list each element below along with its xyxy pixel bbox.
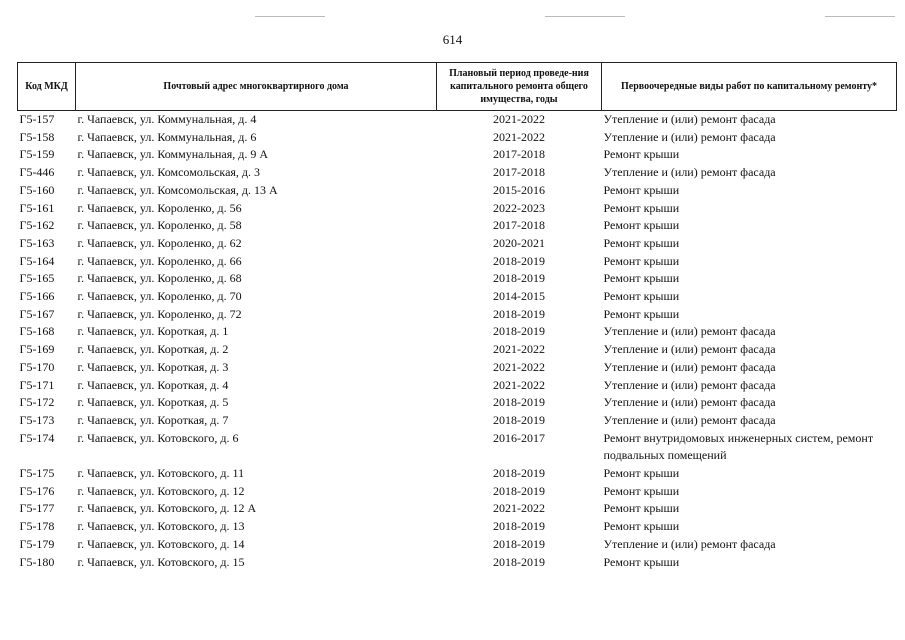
table-row [18, 217, 897, 235]
cell-works: Ремонт крыши [603, 147, 680, 162]
cell-address: г. Чапаевск, ул. Котовского, д. 13 [77, 519, 245, 534]
cell-code: Г5-160 [19, 182, 55, 197]
cell-code: Г5-167 [19, 306, 55, 321]
table-row [18, 129, 897, 147]
cell-code: Г5-179 [19, 536, 55, 551]
table-row [18, 430, 897, 465]
cell-address: г. Чапаевск, ул. Котовского, д. 12 А [77, 501, 257, 516]
cell-works: Ремонт крыши [603, 253, 680, 268]
table-row [18, 359, 897, 377]
scan-artifact [545, 16, 625, 17]
cell-address: г. Чапаевск, ул. Короленко, д. 66 [77, 253, 242, 268]
cell-address: г. Чапаевск, ул. Короленко, д. 70 [77, 289, 242, 304]
repair-schedule-table [17, 62, 897, 571]
table-row [18, 306, 897, 324]
table-row [18, 518, 897, 536]
cell-works: Утепление и (или) ремонт фасада [603, 324, 776, 339]
cell-period: 2018-2019 [493, 554, 545, 569]
cell-code: Г5-170 [19, 359, 55, 374]
cell-code: Г5-168 [19, 324, 55, 339]
table-row [18, 235, 897, 253]
cell-code: Г5-173 [19, 412, 55, 427]
table-row [18, 341, 897, 359]
cell-works: Утепление и (или) ремонт фасада [603, 129, 776, 144]
cell-address: г. Чапаевск, ул. Короленко, д. 56 [77, 200, 242, 215]
cell-period: 2017-2018 [493, 147, 545, 162]
cell-address: г. Чапаевск, ул. Котовского, д. 12 [77, 483, 245, 498]
table-row [18, 554, 897, 572]
cell-code: Г5-163 [19, 235, 55, 250]
cell-works: Ремонт крыши [603, 218, 680, 233]
cell-code: Г5-172 [19, 395, 55, 410]
header-period: Плановый период проведе-ния капитального ремонта общего имущества, годы [437, 63, 602, 111]
cell-period: 2016-2017 [493, 430, 545, 445]
table-row [18, 483, 897, 501]
cell-address: г. Чапаевск, ул. Короткая, д. 5 [77, 395, 229, 410]
header-address: Почтовый адрес многоквартирного дома [76, 63, 437, 111]
cell-period: 2018-2019 [493, 536, 545, 551]
cell-works: Утепление и (или) ремонт фасада [603, 342, 776, 357]
cell-code: Г5-158 [19, 129, 55, 144]
table-row [18, 146, 897, 164]
table-row [18, 536, 897, 554]
cell-works: Ремонт крыши [603, 182, 680, 197]
cell-works: Ремонт крыши [603, 554, 680, 569]
table-row [18, 377, 897, 395]
cell-period: 2021-2022 [493, 342, 545, 357]
cell-address: г. Чапаевск, ул. Короленко, д. 68 [77, 271, 242, 286]
cell-works: Ремонт крыши [603, 466, 680, 481]
cell-address: г. Чапаевск, ул. Короленко, д. 58 [77, 218, 242, 233]
cell-period: 2021-2022 [493, 501, 545, 516]
scan-artifact [825, 16, 895, 17]
cell-works: Утепление и (или) ремонт фасада [603, 395, 776, 410]
cell-code: Г5-161 [19, 200, 55, 215]
cell-works: Ремонт крыши [603, 519, 680, 534]
cell-code: Г5-174 [19, 430, 55, 445]
cell-period: 2021-2022 [493, 359, 545, 374]
cell-code: Г5-166 [19, 289, 55, 304]
cell-address: г. Чапаевск, ул. Котовского, д. 15 [77, 554, 245, 569]
cell-period: 2015-2016 [493, 182, 545, 197]
cell-code: Г5-446 [19, 165, 55, 180]
cell-period: 2020-2021 [493, 235, 545, 250]
table-row [18, 270, 897, 288]
table-row [18, 288, 897, 306]
cell-address: г. Чапаевск, ул. Комсомольская, д. 3 [77, 165, 261, 180]
table-row [18, 394, 897, 412]
cell-code: Г5-169 [19, 342, 55, 357]
cell-code: Г5-177 [19, 501, 55, 516]
cell-period: 2018-2019 [493, 466, 545, 481]
cell-address: г. Чапаевск, ул. Коммунальная, д. 9 А [77, 147, 269, 162]
table-row [18, 111, 897, 129]
cell-address: г. Чапаевск, ул. Короткая, д. 7 [77, 412, 229, 427]
scan-artifact [255, 16, 325, 17]
cell-address: г. Чапаевск, ул. Короткая, д. 3 [77, 359, 229, 374]
cell-works: Ремонт крыши [603, 271, 680, 286]
cell-code: Г5-165 [19, 271, 55, 286]
cell-code: Г5-157 [19, 112, 55, 126]
cell-period: 2021-2022 [493, 377, 545, 392]
cell-code: Г5-175 [19, 466, 55, 481]
cell-code: Г5-162 [19, 218, 55, 233]
cell-address: г. Чапаевск, ул. Котовского, д. 14 [77, 536, 245, 551]
page-number: 614 [442, 32, 463, 47]
table-row [18, 182, 897, 200]
cell-period: 2018-2019 [493, 253, 545, 268]
cell-works: Ремонт крыши [603, 501, 680, 516]
cell-period: 2018-2019 [493, 271, 545, 286]
cell-address: г. Чапаевск, ул. Коммунальная, д. 4 [77, 112, 257, 126]
header-works: Первоочередные виды работ по капитальному ремонту* [602, 63, 897, 111]
cell-period: 2018-2019 [493, 519, 545, 534]
cell-period: 2014-2015 [493, 289, 545, 304]
cell-period: 2021-2022 [493, 112, 545, 126]
cell-works: Утепление и (или) ремонт фасада [603, 359, 776, 374]
cell-code: Г5-180 [19, 554, 55, 569]
cell-address: г. Чапаевск, ул. Короленко, д. 62 [77, 235, 242, 250]
cell-works: Ремонт крыши [603, 306, 680, 321]
cell-works: Утепление и (или) ремонт фасада [603, 165, 776, 180]
table-row [18, 500, 897, 518]
cell-address: г. Чапаевск, ул. Короткая, д. 4 [77, 377, 229, 392]
cell-works: Утепление и (или) ремонт фасада [603, 412, 776, 427]
cell-period: 2018-2019 [493, 412, 545, 427]
cell-works: Утепление и (или) ремонт фасада [603, 112, 776, 126]
cell-code: Г5-176 [19, 483, 55, 498]
cell-address: г. Чапаевск, ул. Короткая, д. 1 [77, 324, 229, 339]
table-row [18, 465, 897, 483]
cell-address: г. Чапаевск, ул. Коммунальная, д. 6 [77, 129, 257, 144]
cell-works: Ремонт крыши [603, 483, 680, 498]
table-row [18, 253, 897, 271]
cell-period: 2018-2019 [493, 483, 545, 498]
cell-works: Утепление и (или) ремонт фасада [603, 536, 776, 551]
cell-code: Г5-164 [19, 253, 55, 268]
cell-address: г. Чапаевск, ул. Комсомольская, д. 13 А [77, 182, 278, 197]
table-header-row [18, 63, 897, 111]
cell-address: г. Чапаевск, ул. Короткая, д. 2 [77, 342, 229, 357]
cell-address: г. Чапаевск, ул. Короленко, д. 72 [77, 306, 242, 321]
cell-code: Г5-159 [19, 147, 55, 162]
cell-period: 2017-2018 [493, 165, 545, 180]
table-row [18, 412, 897, 430]
cell-works: Ремонт внутридомовых инженерных систем, ремонт подвальных помещений [603, 430, 874, 463]
table-row [18, 323, 897, 341]
cell-period: 2018-2019 [493, 395, 545, 410]
cell-address: г. Чапаевск, ул. Котовского, д. 11 [77, 466, 245, 481]
cell-works: Ремонт крыши [603, 289, 680, 304]
cell-period: 2018-2019 [493, 324, 545, 339]
cell-works: Ремонт крыши [603, 200, 680, 215]
cell-period: 2017-2018 [493, 218, 545, 233]
cell-period: 2018-2019 [493, 306, 545, 321]
cell-period: 2022-2023 [493, 200, 545, 215]
cell-works: Утепление и (или) ремонт фасада [603, 377, 776, 392]
cell-address: г. Чапаевск, ул. Котовского, д. 6 [77, 430, 239, 445]
table-row [18, 164, 897, 182]
header-code: Код МКД [18, 63, 76, 111]
cell-code: Г5-178 [19, 519, 55, 534]
cell-works: Ремонт крыши [603, 235, 680, 250]
cell-code: Г5-171 [19, 377, 55, 392]
cell-period: 2021-2022 [493, 129, 545, 144]
table-row [18, 200, 897, 218]
